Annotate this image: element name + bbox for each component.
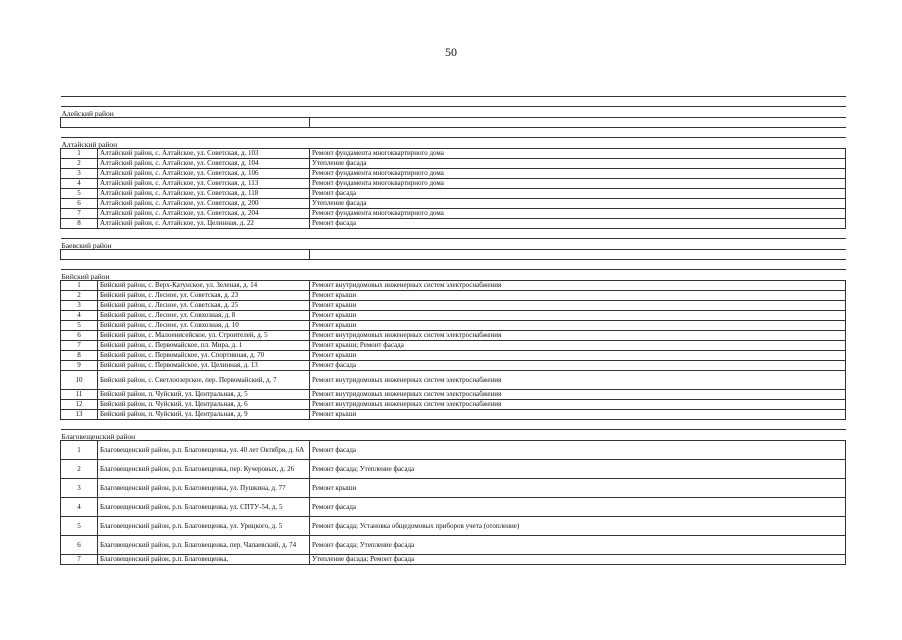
empty-row: [61, 250, 846, 260]
table-row: [61, 361, 846, 371]
row-number: 13: [61, 410, 98, 420]
work-type-cell: Ремонт фасада; Установка общедомовых приборов учета (отопление): [310, 517, 846, 536]
work-type-cell: Ремонт крыши: [310, 321, 846, 331]
row-number: 4: [61, 179, 98, 189]
table-row: [61, 390, 846, 400]
empty-cell: [61, 118, 310, 128]
work-type-cell: Ремонт крыши: [310, 351, 846, 361]
address-cell: Алтайский район, с. Алтайское, ул. Советская, д. 103: [98, 149, 310, 159]
row-number: 3: [61, 479, 98, 498]
table-row: [61, 517, 846, 536]
address-cell: Алтайский район, с. Алтайское, ул. Целинная, д. 22: [98, 219, 310, 229]
row-number: 5: [61, 321, 98, 331]
row-number: 3: [61, 301, 98, 311]
address-cell: Бийский район, с. Лесное, ул. Советская, д. 25: [98, 301, 310, 311]
table-row: [61, 479, 846, 498]
empty-cell: [310, 118, 846, 128]
address-cell: Благовещенский район, р.п. Благовещенка,: [98, 555, 310, 565]
work-type-cell: Ремонт фундамента многоквартирного дома: [310, 149, 846, 159]
row-number: 8: [61, 219, 98, 229]
work-type-cell: Ремонт внутридомовых инженерных систем электроснабжения: [310, 281, 846, 291]
work-type-cell: Ремонт внутридомовых инженерных систем электроснабжения: [310, 331, 846, 341]
row-number: 10: [61, 371, 98, 390]
row-number: 1: [61, 149, 98, 159]
work-type-cell: Ремонт внутридомовых инженерных систем электроснабжения: [310, 400, 846, 410]
row-number: 5: [61, 517, 98, 536]
section-spacer: [61, 420, 846, 430]
address-cell: Благовещенский район, р.п. Благовещенка, пер. Кучеровых, д. 26: [98, 460, 310, 479]
work-type-cell: Утепление фасада: [310, 159, 846, 169]
work-type-cell: Ремонт фасада; Утепление фасада: [310, 536, 846, 555]
address-cell: Бийский район, с. Лесное, ул. Советская, д. 23: [98, 291, 310, 301]
work-type-cell: Ремонт фасада: [310, 498, 846, 517]
address-cell: Бийский район, с. Первомайское, ул. Спортивная, д. 70: [98, 351, 310, 361]
row-number: 12: [61, 400, 98, 410]
address-cell: Бийский район, с. Светлоозерское, пер. Первомайский, д. 7: [98, 371, 310, 390]
empty-cell: [310, 250, 846, 260]
table-row: [61, 291, 846, 301]
section-title: Благовещенский район: [61, 430, 846, 441]
table-row: [61, 555, 846, 565]
row-number: 7: [61, 341, 98, 351]
table-row: [61, 179, 846, 189]
work-type-cell: Ремонт фундамента многоквартирного дома: [310, 169, 846, 179]
row-number: 4: [61, 498, 98, 517]
empty-cell: [61, 250, 310, 260]
table-row: [61, 169, 846, 179]
table-row: [61, 281, 846, 291]
section-spacer: [61, 229, 846, 239]
table-row: [61, 331, 846, 341]
work-type-cell: Утепление фасада: [310, 199, 846, 209]
table-row: [61, 410, 846, 420]
work-type-cell: Ремонт внутридомовых инженерных систем электроснабжения: [310, 390, 846, 400]
work-type-cell: Ремонт фасада: [310, 441, 846, 460]
table-row: [61, 189, 846, 199]
address-cell: Благовещенский район, р.п. Благовещенка, ул. Пушкина, д. 77: [98, 479, 310, 498]
table-row: [61, 149, 846, 159]
work-type-cell: Ремонт фасада: [310, 189, 846, 199]
address-cell: Бийский район, п. Чуйский, ул. Центральная, д. 5: [98, 390, 310, 400]
empty-row: [61, 118, 846, 128]
row-number: 1: [61, 441, 98, 460]
section-header: [61, 270, 846, 281]
table-row: [61, 199, 846, 209]
work-type-cell: Ремонт фундамента многоквартирного дома: [310, 179, 846, 189]
row-number: 9: [61, 361, 98, 371]
address-cell: Алтайский район, с. Алтайское, ул. Советская, д. 200: [98, 199, 310, 209]
table-row: [61, 498, 846, 517]
work-type-cell: Ремонт крыши; Ремонт фасада: [310, 341, 846, 351]
address-cell: Алтайский район, с. Алтайское, ул. Советская, д. 113: [98, 179, 310, 189]
work-type-cell: Ремонт фасада: [310, 219, 846, 229]
address-cell: Бийский район, с. Лесное, ул. Совхозная, д. 8: [98, 311, 310, 321]
work-type-cell: Ремонт фундамента многоквартирного дома: [310, 209, 846, 219]
work-type-cell: Ремонт крыши: [310, 410, 846, 420]
work-type-cell: Ремонт крыши: [310, 479, 846, 498]
row-number: 7: [61, 209, 98, 219]
section-header: [61, 430, 846, 441]
address-cell: Бийский район, п. Чуйский, ул. Центральная, д. 6: [98, 400, 310, 410]
row-number: 2: [61, 159, 98, 169]
section-header: [61, 107, 846, 118]
address-cell: Алтайский район, с. Алтайское, ул. Советская, д. 118: [98, 189, 310, 199]
address-cell: Бийский район, с. Первомайское, пл. Мира, д. 1: [98, 341, 310, 351]
section-header: [61, 138, 846, 149]
address-cell: Благовещенский район, р.п. Благовещенка, ул. СПТУ-54, д. 5: [98, 498, 310, 517]
row-number: 3: [61, 169, 98, 179]
table-row: [61, 371, 846, 390]
table-row: [61, 341, 846, 351]
work-type-cell: Ремонт крыши: [310, 291, 846, 301]
section-title: Алейский район: [61, 107, 846, 118]
work-type-cell: Ремонт крыши: [310, 301, 846, 311]
register-body: [61, 97, 846, 565]
address-cell: Алтайский район, с. Алтайское, ул. Советская, д. 104: [98, 159, 310, 169]
address-cell: Благовещенский район, р.п. Благовещенка, ул. Урицкого, д. 5: [98, 517, 310, 536]
row-number: 6: [61, 536, 98, 555]
table-row: [61, 400, 846, 410]
address-cell: Бийский район, с. Верх-Катунское, ул. Зеленая, д. 14: [98, 281, 310, 291]
address-cell: Алтайский район, с. Алтайское, ул. Советская, д. 106: [98, 169, 310, 179]
row-number: 6: [61, 331, 98, 341]
page-number: 50: [445, 45, 457, 59]
section-title: Баевский район: [61, 239, 846, 250]
row-number: 2: [61, 291, 98, 301]
table-row: [61, 441, 846, 460]
section-spacer: [61, 128, 846, 138]
repair-register-table: [60, 96, 846, 565]
row-number: 2: [61, 460, 98, 479]
work-type-cell: Ремонт внутридомовых инженерных систем электроснабжения: [310, 371, 846, 390]
table-row: [61, 460, 846, 479]
address-cell: Бийский район, с. Лесное, ул. Совхозная, д. 10: [98, 321, 310, 331]
address-cell: Бийский район, с. Малоенисейское, ул. Строителей, д. 5: [98, 331, 310, 341]
table-row: [61, 219, 846, 229]
work-type-cell: Ремонт фасада: [310, 361, 846, 371]
table-row: [61, 321, 846, 331]
address-cell: Бийский район, п. Чуйский, ул. Центральная, д. 9: [98, 410, 310, 420]
work-type-cell: Ремонт крыши: [310, 311, 846, 321]
address-cell: Благовещенский район, р.п. Благовещенка, пер. Чапаевский, д. 74: [98, 536, 310, 555]
row-number: 8: [61, 351, 98, 361]
table-row: [61, 301, 846, 311]
row-number: 1: [61, 281, 98, 291]
section-title: Бийский район: [61, 270, 846, 281]
section-title: Алтайский район: [61, 138, 846, 149]
row-number: 4: [61, 311, 98, 321]
row-number: 6: [61, 199, 98, 209]
address-cell: Бийский район, с. Первомайское, ул. Целинная, д. 13: [98, 361, 310, 371]
top-spacer: [61, 97, 846, 107]
table-row: [61, 159, 846, 169]
work-type-cell: Ремонт фасада; Утепление фасада: [310, 460, 846, 479]
table-row: [61, 351, 846, 361]
work-type-cell: Утепление фасада; Ремонт фасада: [310, 555, 846, 565]
row-number: 11: [61, 390, 98, 400]
address-cell: Алтайский район, с. Алтайское, ул. Советская, д. 204: [98, 209, 310, 219]
table-row: [61, 209, 846, 219]
table-row: [61, 536, 846, 555]
table-row: [61, 311, 846, 321]
row-number: 5: [61, 189, 98, 199]
row-number: 7: [61, 555, 98, 565]
address-cell: Благовещенский район, р.п. Благовещенка, ул. 40 лет Октября, д. 6А: [98, 441, 310, 460]
section-spacer: [61, 260, 846, 270]
section-header: [61, 239, 846, 250]
